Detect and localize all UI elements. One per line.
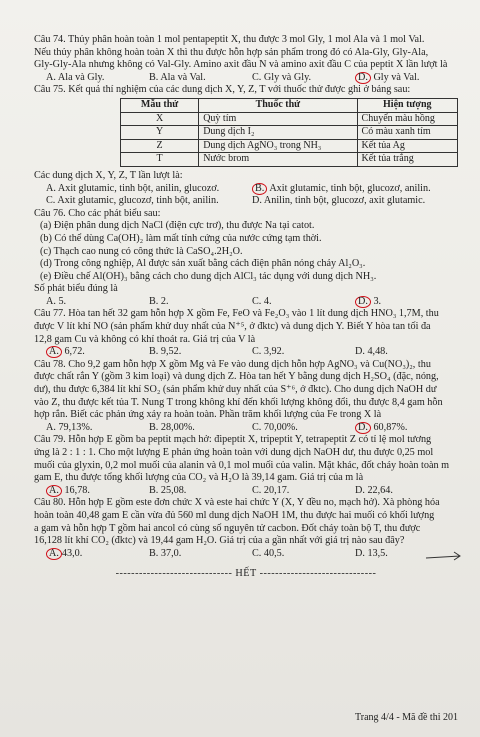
- q76-option-a[interactable]: A. 5.: [46, 295, 67, 307]
- question-77: [34, 308, 458, 358]
- q76-statement-e: (e) Điều chế Al(OH)₃ bằng cách cho dung dịch AlCl₃ tác dụng với dung dịch NH₃.: [40, 270, 377, 282]
- q79-option-c[interactable]: C. 20,17.: [252, 484, 290, 496]
- q74-options: [46, 72, 458, 85]
- q79-option-a-text: 16,78.: [64, 484, 90, 496]
- q77-options: [46, 346, 458, 359]
- q74-line2: Nếu thủy phân không hoàn toàn X thì thu được hỗn hợp sản phẩm trong đó có Ala-Gly, Gly-Ala,: [34, 46, 429, 58]
- q76-statement-b: (b) Có thể dùng Ca(OH)₂ làm mất tính cứng của nước cứng tạm thời.: [40, 232, 322, 244]
- q78-option-c[interactable]: C. 70,00%.: [252, 421, 298, 433]
- question-74: [34, 34, 458, 84]
- q77-option-b[interactable]: B. 9,52.: [149, 346, 182, 358]
- q77-option-a-text: 6,72.: [64, 346, 85, 358]
- q74-line3: Gly-Gly-Ala nhưng không có Val-Gly. Amino axit đầu N và amino axit đầu C của peptit X lần lượt là: [34, 59, 448, 71]
- q80-line3: a gam và hỗn hợp T gồm hai ancol có cùng số nguyên tử cacbon. Đốt cháy toàn bộ T, thu được: [34, 522, 421, 534]
- answer-circle: D.: [355, 296, 371, 308]
- q76-statement-a: (a) Điện phân dung dịch NaCl (điện cực trơ), thu được Na tại catot.: [40, 220, 315, 232]
- table-row: [121, 112, 458, 126]
- q80-option-a[interactable]: [46, 548, 149, 561]
- table-cell: Có màu xanh tím: [357, 126, 457, 140]
- table-cell: Nước brom: [199, 153, 357, 167]
- q79-options: [46, 485, 458, 498]
- q76-statement-c: (c) Thạch cao nung có công thức là CaSO₄.2H₂O.: [40, 245, 243, 257]
- q78-line5: hợp rắn. Biết các phản ứng xảy ra hoàn toàn. Phần trăm khối lượng của Fe trong X là: [34, 409, 382, 421]
- q78-option-d[interactable]: [355, 422, 458, 435]
- table-cell: Kết tủa Ag: [357, 139, 457, 153]
- table-cell: Dung dịch AgNO₃ trong NH₃: [199, 139, 357, 153]
- q80-option-a-text: 43,0.: [61, 547, 83, 559]
- q79-option-a[interactable]: [46, 485, 149, 498]
- q80-line1: Câu 80. Hỗn hợp E gồm este đơn chức X và este hai chức Y (X, Y đều no, mạch hở). Xà phòng hóa: [34, 497, 440, 509]
- q78-line4: vào Z, thu được kết tủa T. Nung T trong không khí đến khối lượng không đổi, thu được 8,4 gam hỗn: [34, 396, 443, 408]
- q79-option-d[interactable]: D. 22,64.: [355, 484, 393, 496]
- q79-line4: gam E, thu được tổng khối lượng của CO₂ và H₂O là 39,14 gam. Giá trị của m là: [34, 472, 364, 484]
- q75-options: [46, 183, 458, 208]
- table-cell: Quỳ tím: [199, 112, 357, 126]
- question-75: [34, 84, 458, 207]
- q74-option-b[interactable]: B. Ala và Val.: [149, 71, 206, 83]
- page-footer: Trang 4/4 - Mã đề thi 201: [355, 712, 458, 724]
- table-cell: Kết tủa trắng: [357, 153, 457, 167]
- table-header: Thuốc thử: [199, 98, 357, 112]
- q76-option-d[interactable]: [355, 296, 458, 309]
- table-header-row: [121, 98, 458, 112]
- q75-option-a[interactable]: A. Axit glutamic, tinh bột, anilin, glucozơ.: [46, 182, 220, 194]
- q79-option-b[interactable]: B. 25,08.: [149, 484, 187, 496]
- q78-option-a[interactable]: A. 79,13%.: [46, 421, 93, 433]
- q80-option-d[interactable]: D. 13,5.: [355, 547, 388, 559]
- q76-options: [46, 296, 458, 309]
- q78-line2: được chất rắn Y (gồm 3 kim loại) và dung dịch Z. Hòa tan hết Y bằng dung dịch H₂SO₄ (đặc, nóng,: [34, 371, 439, 383]
- question-79: [34, 434, 458, 497]
- q76-option-c[interactable]: C. 4.: [252, 295, 272, 307]
- q76-statement-d: (d) Trong công nghiệp, Al được sản xuất bằng cách điện phân nóng chảy Al₂O₃.: [40, 258, 366, 270]
- q79-line1: Câu 79. Hỗn hợp E gồm ba peptit mạch hở: đipeptit X, tripeptit Y, tetrapeptit Z có tỉ lệ mol tương: [34, 434, 432, 446]
- q75-intro: Câu 75. Kết quả thí nghiệm của các dung dịch X, Y, Z, T với thuốc thử được ghi ở bảng sau:: [34, 84, 411, 96]
- q76-line0: Câu 76. Cho các phát biểu sau:: [34, 207, 161, 219]
- q78-option-b[interactable]: B. 28,00%.: [149, 421, 195, 433]
- results-table: [120, 98, 458, 167]
- q78-line3: dư), thu được 6,384 lít khí SO₂ (sản phẩm khử duy nhất của S⁺⁶, ở đktc). Cho dung dịch NaOH dư: [34, 384, 437, 396]
- table-header: Hiện tượng: [357, 98, 457, 112]
- table-header: Mẫu thử: [121, 98, 199, 112]
- table-cell: Y: [121, 126, 199, 140]
- q74-line1: Câu 74. Thủy phân hoàn toàn 1 mol pentapeptit X, thu được 3 mol Gly, 1 mol Ala và 1 mol Val.: [34, 34, 425, 45]
- table-cell: T: [121, 153, 199, 167]
- q76-option-b[interactable]: B. 2.: [149, 295, 169, 307]
- table-cell: Dung dịch I₂: [199, 126, 357, 140]
- table-row: [121, 139, 458, 153]
- q80-options: [46, 548, 458, 561]
- q78-options: [46, 422, 458, 435]
- answer-circle: D.: [355, 72, 371, 84]
- table-row: [121, 126, 458, 140]
- q80-line4: 16,128 lít khí CO₂ (đktc) và 19,44 gam H₂O. Giá trị của a gần nhất với giá trị nào sau đây?: [34, 535, 405, 547]
- answer-circle: A.: [46, 548, 62, 560]
- q76-ask: Số phát biểu đúng là: [34, 283, 118, 295]
- q75-ask: Các dung dịch X, Y, Z, T lần lượt là:: [34, 169, 183, 181]
- q80-line2: hoàn toàn 40,48 gam E cần vừa đủ 560 ml dung dịch NaOH 1M, thu được hai muối có khối lượng: [34, 509, 435, 521]
- q77-option-d[interactable]: D. 4,48.: [355, 346, 388, 358]
- q77-line3: 12,8 gam Cu và không có khí thoát ra. Giá trị của V là: [34, 333, 256, 345]
- q75-option-c[interactable]: C. Axit glutamic, glucozơ, tinh bột, anilin.: [46, 195, 219, 207]
- answer-circle: D.: [355, 422, 371, 434]
- q77-option-c[interactable]: C. 3,92.: [252, 346, 285, 358]
- q78-option-d-text: 60,87%.: [373, 421, 408, 433]
- answer-circle: A.: [46, 346, 62, 358]
- question-80: [34, 497, 458, 560]
- q74-option-d-text: Gly và Val.: [373, 71, 420, 83]
- q74-option-c[interactable]: C. Gly và Gly.: [252, 71, 312, 83]
- q78-line1: Câu 78. Cho 9,2 gam hỗn hợp X gồm Mg và Fe vào dung dịch hỗn hợp AgNO₃ và Cu(NO₃)₂, thu: [34, 358, 431, 370]
- q77-line1: Câu 77. Hòa tan hết 32 gam hỗn hợp X gồm Fe, FeO và Fe₂O₃ vào 1 lít dung dịch HNO₃ 1,7M, thu: [34, 308, 439, 320]
- q74-option-d[interactable]: [355, 72, 458, 85]
- question-78: [34, 359, 458, 435]
- q75-option-b-text: Axit glutamic, tinh bột, glucozơ, anilin.: [269, 182, 431, 194]
- q77-line2: được V lít khí NO (sản phẩm khử duy nhất của N⁺⁵, ở đktc) và dung dịch Y. Biết Y hòa tan tối đa: [34, 321, 431, 333]
- table-cell: Chuyển màu hồng: [357, 112, 457, 126]
- q80-option-c[interactable]: C. 40,5.: [252, 547, 285, 559]
- end-marker: ------------------------------ HẾT ------------------------------: [115, 568, 377, 580]
- table-cell: Z: [121, 139, 199, 153]
- q79-line2: ứng là 2 : 1 : 1. Cho một lượng E phản ứng hoàn toàn với dung dịch NaOH dư, thu được 0,25 mol: [34, 447, 434, 458]
- q75-option-d[interactable]: D. Anilin, tinh bột, glucozơ, axit glutamic.: [252, 195, 426, 207]
- answer-circle: B.: [252, 183, 267, 195]
- q76-option-d-text: 3.: [373, 295, 382, 307]
- q77-option-a[interactable]: [46, 346, 149, 359]
- question-76: [34, 208, 458, 309]
- q79-line3: muối của glyxin, 0,2 mol muối của alanin và 0,1 mol muối của valin. Mặt khác, đốt cháy hoàn toàn m: [34, 459, 450, 471]
- q75-option-b[interactable]: [252, 183, 458, 196]
- table-row: [121, 153, 458, 167]
- answer-circle: A.: [46, 485, 62, 497]
- q74-option-a[interactable]: A. Ala và Gly.: [46, 71, 105, 83]
- table-cell: X: [121, 112, 199, 126]
- q80-option-b[interactable]: B. 37,0.: [149, 547, 182, 559]
